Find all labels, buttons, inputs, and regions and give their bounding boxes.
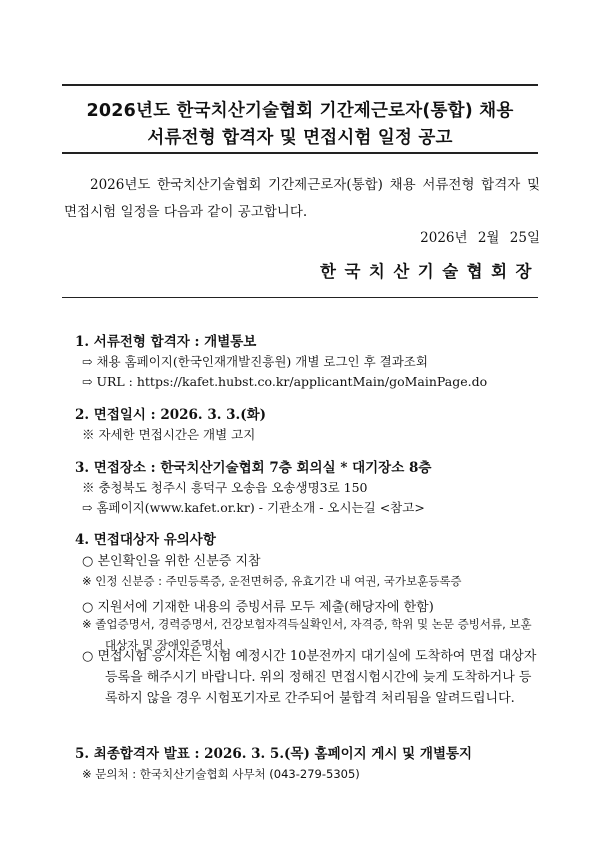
intro-paragraph: 2026년도 한국치산기술협회 기간제근로자(통합) 채용 서류전형 합격자 및 면접시험 일정을 다음과 같이 공고합니다. [64, 177, 540, 220]
section-4-heading: 4. 면접대상자 유의사항 [75, 532, 216, 548]
section-4-item-2: ※ 인정 신분증 : 주민등록증, 운전면허증, 유효기간 내 여권, 국가보훈등록증 [82, 574, 462, 588]
section-4-item-4-text: ※ 졸업증명서, 경력증명서, 건강보험자격득실확인서, 자격증, 학위 및 논문 증빙서류, 보훈대상자 및 장애인증명서 [82, 617, 532, 652]
title-box [62, 84, 538, 154]
section-3-item-2: ⇨ 홈페이지(www.kafet.or.kr) - 기관소개 - 오시는길 <참고> [82, 500, 425, 515]
organization-name: 한국치산기술협회장 [320, 262, 540, 281]
section-1-item-2: ⇨ URL : https://kafet.hubst.co.kr/applicantMain/goMainPage.do [82, 374, 488, 389]
divider [62, 297, 538, 298]
section-2-item-1: ※ 자세한 면접시간은 개별 고지 [82, 427, 256, 442]
announcement-date: 2026년 2월 25일 [420, 230, 540, 246]
section-2-heading: 2. 면접일시 : 2026. 3. 3.(화) [75, 407, 267, 423]
section-5-heading: 5. 최종합격자 발표 : 2026. 3. 5.(목) 홈페이지 게시 및 개별통지 [75, 746, 473, 762]
section-4-item-3: ○ 지원서에 기재한 내용의 증빙서류 모두 제출(해당자에 한함) [82, 600, 434, 615]
title-line-1: 2026년도 한국치산기술협회 기간제근로자(통합) 채용 [86, 101, 514, 121]
section-3-item-1: ※ 충청북도 청주시 흥덕구 오송읍 오송생명3로 150 [82, 480, 368, 495]
section-4-item-5 [82, 646, 542, 709]
section-3-heading: 3. 면접장소 : 한국치산기술협회 7층 회의실 * 대기장소 8층 [75, 460, 432, 476]
section-1-heading: 1. 서류전형 합격자 : 개별통보 [75, 334, 257, 350]
title-line-2: 서류전형 합격자 및 면접시험 일정 공고 [147, 128, 453, 148]
section-5-item-1: ※ 문의처 : 한국치산기술협회 사무처 (043-279-5305) [82, 767, 360, 781]
section-1-item-1: ⇨ 채용 홈페이지(한국인재개발진흥원) 개별 로그인 후 결과조회 [82, 354, 428, 369]
section-4-item-1: ○ 본인확인을 위한 신분증 지참 [82, 554, 261, 569]
section-4-item-5-text: ○ 면접시험 응시자는 시험 예정시간 10분전까지 대기실에 도착하여 면접 대상자 등록을 해주시기 바랍니다. 위의 정해진 면접시험시간에 늦게 도착하거나 등록하지 않을 경우 시험포기자로 간주되어 불합격 처리됨을 알려드립니다. [82, 649, 537, 706]
